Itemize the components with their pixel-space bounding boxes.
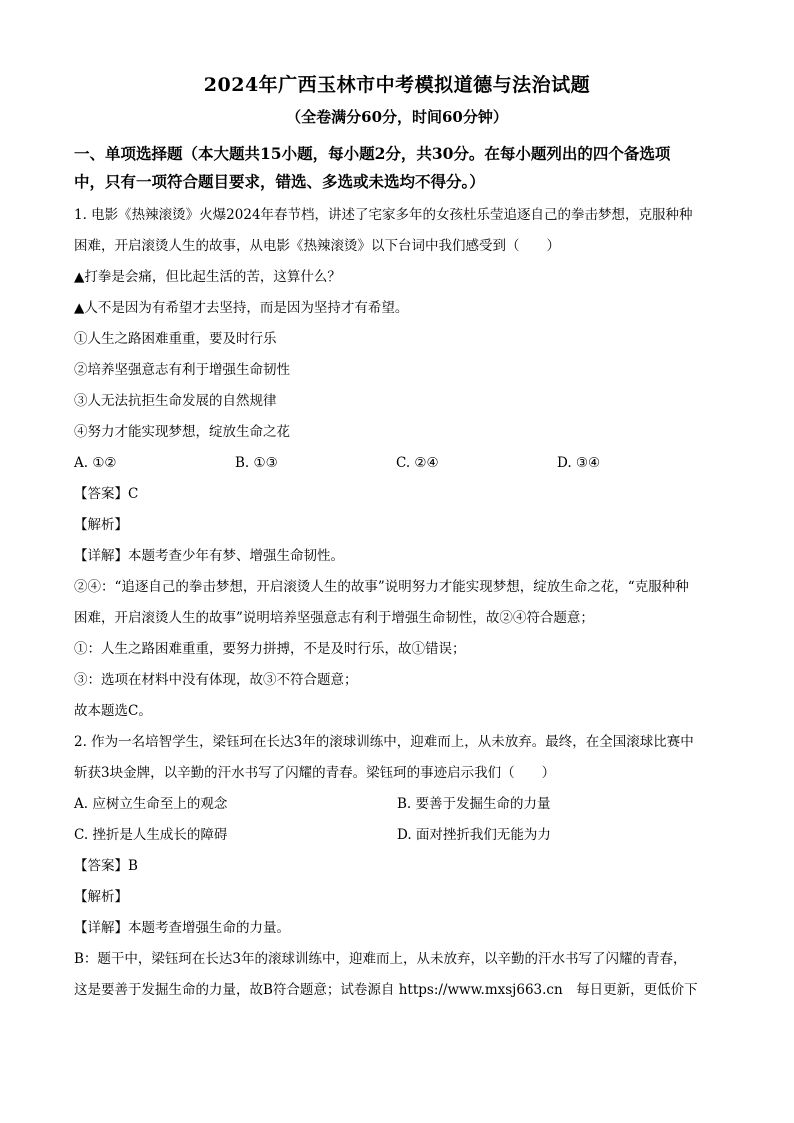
q1-option-a: A. ①②	[74, 455, 117, 471]
q1-explanation-1-line-1: ②④：“追逐自己的拳击梦想，开启滚烫人生的故事”说明努力才能实现梦想，绽放生命之花，“克服种种	[74, 579, 689, 595]
q2-stem-line-2: 斩获3块金牌，以辛勤的汗水书写了闪耀的青春。梁钰珂的事迹启示我们（ ）	[74, 765, 556, 781]
q1-quote-1: ▲打拳是会痛，但比起生活的苦，这算什么？	[74, 269, 341, 285]
q2-analysis-label: 【解析】	[74, 889, 128, 905]
section-heading-line-1: 一、单项选择题（本大题共15小题，每小题2分，共30分。在每小题列出的四个备选项	[74, 144, 671, 163]
question-1	[74, 200, 734, 727]
q1-conclusion: 故本题选C。	[74, 703, 152, 719]
q1-item-3: ③人无法抗拒生命发展的自然规律	[74, 393, 277, 409]
q1-stem-line-2: 困难，开启滚烫人生的故事，从电影《热辣滚烫》以下台词中我们感受到（ ）	[74, 238, 560, 254]
document-title: 2024年广西玉林市中考模拟道德与法治试题	[203, 74, 591, 96]
q1-explanation-2: ①：人生之路困难重重，要努力拼搏，不是及时行乐，故①错误；	[74, 641, 466, 657]
q1-item-4: ④努力才能实现梦想，绽放生命之花	[74, 424, 290, 440]
q1-stem-line-1: 1. 电影《热辣滚烫》火爆2024年春节档，讲述了宅家多年的女孩杜乐莹追逐自己的拳击梦想，克服种种	[74, 207, 693, 223]
q2-answer: 【答案】B	[74, 858, 138, 874]
q1-options	[74, 448, 734, 479]
q2-explanation-1-line-2: 这是要善于发掘生命的力量，故B符合题意；试卷源自 https://www.mxsj663.cn 每日更新，更低价下	[74, 982, 698, 998]
q1-explanation-1-line-2: 困难，开启滚烫人生的故事”说明培养坚强意志有利于增强生命韧性，故②④符合题意；	[74, 610, 594, 626]
q2-option-b: B. 要善于发掘生命的力量	[397, 796, 551, 812]
q1-detail: 【详解】本题考查少年有梦、增强生命韧性。	[74, 548, 344, 564]
q2-detail: 【详解】本题考查增强生命的力量。	[74, 920, 290, 936]
q1-option-b: B. ①③	[235, 455, 278, 471]
question-2	[74, 727, 734, 1006]
q2-options-row-1	[74, 789, 734, 820]
section-heading-line-2: 中，只有一项符合题目要求，错选、多选或未选均不得分。）	[74, 172, 485, 191]
q1-option-c: C. ②④	[396, 455, 439, 471]
q1-item-2: ②培养坚强意志有利于增强生命韧性	[74, 362, 290, 378]
q1-item-1: ①人生之路困难重重，要及时行乐	[74, 331, 277, 347]
q1-option-d: D. ③④	[557, 455, 601, 471]
q2-options-row-2	[74, 820, 734, 851]
q2-explanation-1-line-1: B：题干中，梁钰珂在长达3年的滚球训练中，迎难而上，从未放弃，以辛勤的汗水书写了闪耀的青春，	[74, 951, 687, 967]
q2-option-c: C. 挫折是人生成长的障碍	[74, 827, 228, 843]
q2-option-a: A. 应树立生命至上的观念	[74, 796, 228, 812]
q1-explanation-3: ③：选项在材料中没有体现，故③不符合题意；	[74, 672, 358, 688]
document-subtitle: （全卷满分60分，时间60分钟）	[286, 108, 508, 126]
q2-option-d: D. 面对挫折我们无能为力	[397, 827, 551, 843]
q2-stem-line-1: 2. 作为一名培智学生，梁钰珂在长达3年的滚球训练中，迎难而上，从未放弃。最终，在全国滚球比赛中	[74, 734, 694, 750]
q1-quote-2: ▲人不是因为有希望才去坚持，而是因为坚持才有希望。	[74, 300, 409, 316]
q1-analysis-label: 【解析】	[74, 517, 128, 533]
q1-answer: 【答案】C	[74, 486, 139, 502]
document-content	[74, 140, 734, 1006]
